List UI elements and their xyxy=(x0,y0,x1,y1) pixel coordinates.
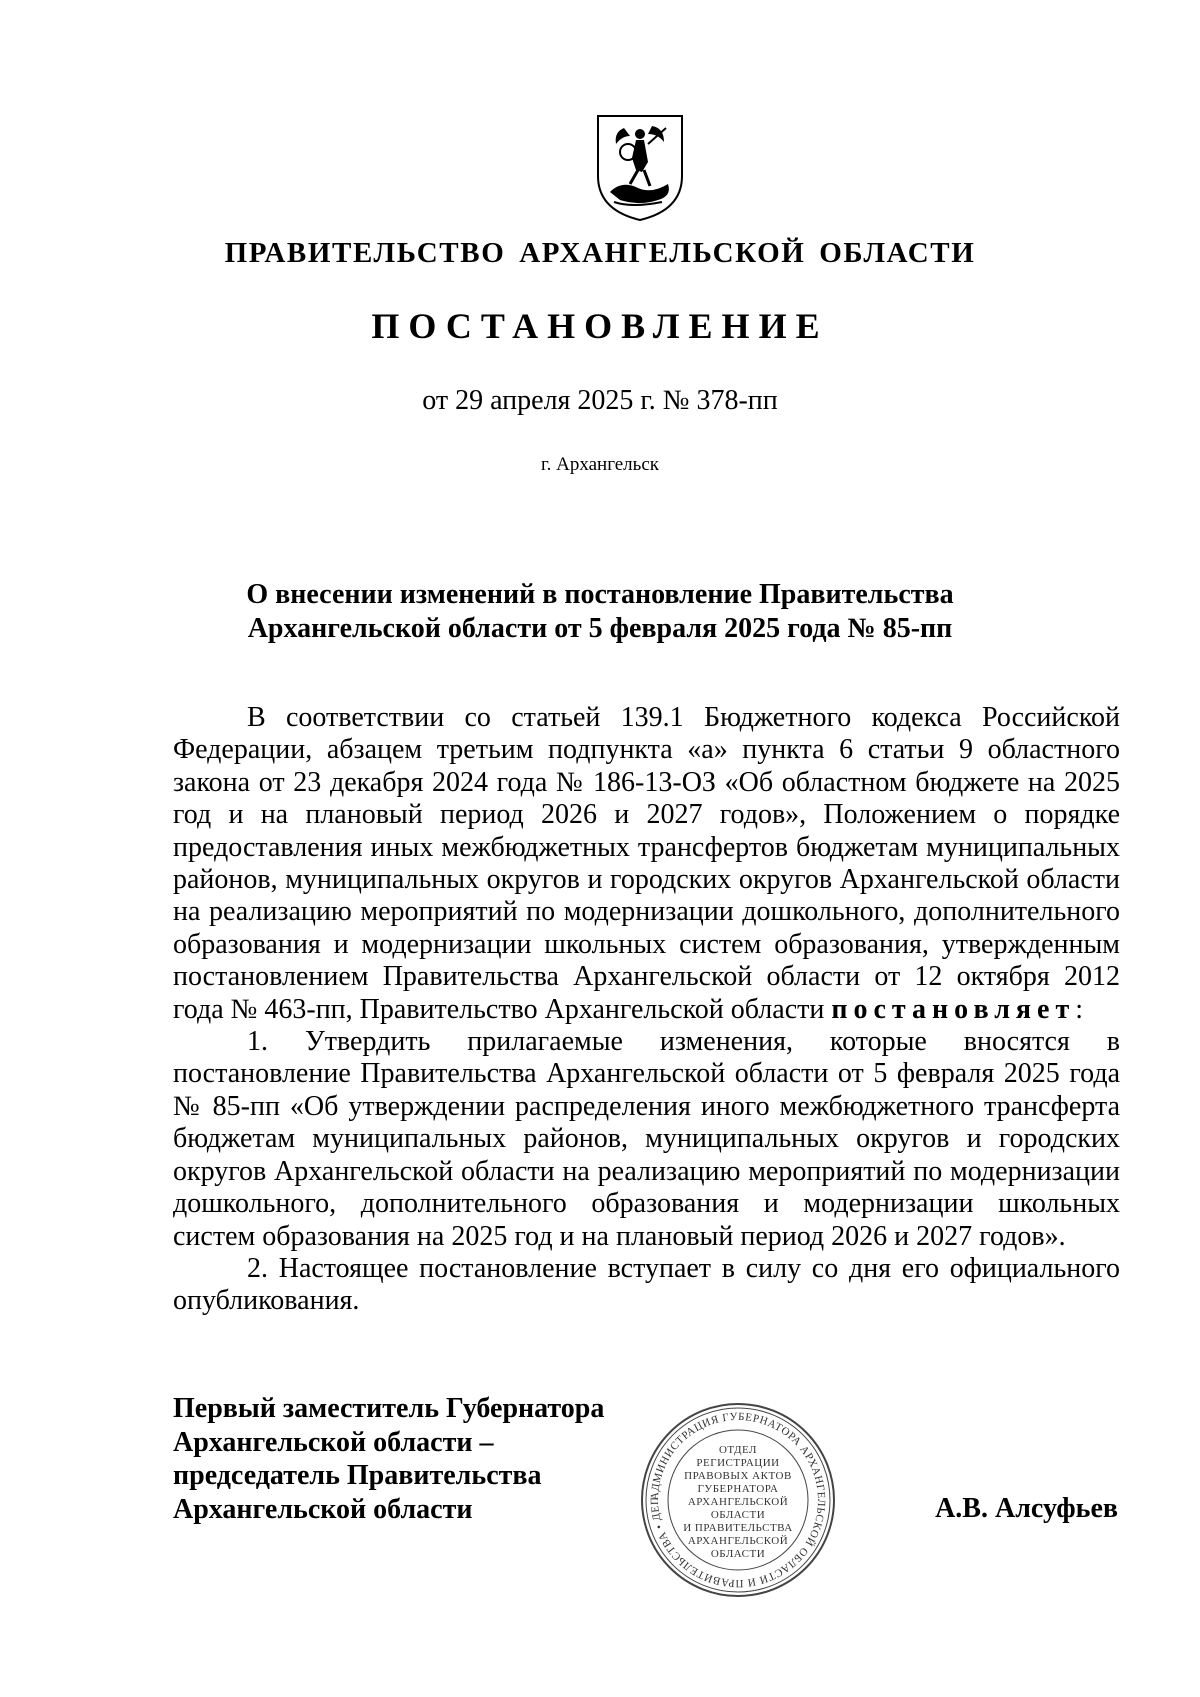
city: г. Архангельск xyxy=(540,454,659,475)
title-line-2: Архангельской области от 5 февраля 2025 года № 85-пп xyxy=(247,613,953,644)
document-title xyxy=(0,578,1200,646)
title-line-1: О внесении изменений в постановление Правительства xyxy=(246,579,954,610)
resolves-word: постановляет xyxy=(831,993,1076,1025)
government-name: ПРАВИТЕЛЬСТВО АРХАНГЕЛЬСКОЙ ОБЛАСТИ xyxy=(224,237,976,269)
signer-position-line-1: Первый заместитель Губернатора xyxy=(173,1393,605,1424)
item-2-paragraph: 2. Настоящее постановление вступает в силу со дня его официального опубликования. xyxy=(173,1252,1120,1317)
signer-position-line-3: председатель Правительства xyxy=(173,1460,542,1491)
stamp-line: РЕГИСТРАЦИИ xyxy=(696,1456,780,1469)
stamp-line: И ПРАВИТЕЛЬСТВА xyxy=(683,1521,793,1534)
signer-position-line-4: Архангельской области xyxy=(173,1493,473,1525)
stamp-line: ОБЛАСТИ xyxy=(710,1547,766,1560)
stamp-line: ОТДЕЛ xyxy=(718,1443,757,1456)
stamp-ring-text: АДМИНИСТРАЦИЯ ГУБЕРНАТОРА АРХАНГЕЛЬСКОЙ ОБЛАСТИ И ПРАВИТЕЛЬСТВА • ДЕП xyxy=(648,1410,828,1590)
item-1-paragraph: 1. Утвердить прилагаемые изменения, которые вносятся в постановление Правительства Архангельской области от 5 февраля 2025 года № 85-пп «Об утверждении распределения иного межбюджетного трансферта бюджетам муниципальных районов, муниципальных округов и городских округов Архангельской области на реализацию мероприятий по модернизации дошкольного, дополнительного образования и модернизации школьных систем образования на 2025 год и на плановый период 2026 и 2027 годов». xyxy=(173,1026,1120,1252)
signer-position-line-2: Архангельской области – xyxy=(173,1426,494,1458)
signer-name: А.В. Алсуфьев xyxy=(935,1493,1118,1524)
preamble-paragraph xyxy=(173,702,1120,1026)
stamp-line: ПРАВОВЫХ АКТОВ xyxy=(684,1469,792,1482)
stamp-line: ГУБЕРНАТОРА xyxy=(697,1482,779,1495)
stamp-line: АРХАНГЕЛЬСКОЙ xyxy=(687,1534,789,1547)
date-and-number: от 29 апреля 2025 г. № 378-пп xyxy=(422,385,778,416)
coat-of-arms-emblem xyxy=(592,110,688,224)
stamp-center-text xyxy=(638,1400,838,1600)
preamble-text: В соответствии со статьей 139.1 Бюджетного кодекса Российской Федерации, абзацем третьим подпункта «а» пункта 6 статьи 9 областного закона от 23 декабря 2024 года № 186-13-ОЗ «Об областном бюджете на 2025 год и на плановый период 2026 и 2027 годов», Положением о порядке предоставления иных межбюджетных трансфертов бюджетам муниципальных районов, муниципальных округов и городских округов Архангельской области на реализацию мероприятий по модернизации дошкольного, дополнительного образования и модернизации школьных систем образования, утвержденным постановлением Правительства Архангельской области от 12 октября 2012 года № 463-пп, Правительство Архангельской области xyxy=(173,702,1120,1025)
document-type: ПОСТАНОВЛЕНИЕ xyxy=(371,306,829,346)
stamp-line: ОБЛАСТИ xyxy=(710,1508,766,1521)
resolves-colon: : xyxy=(1075,993,1084,1025)
document-body xyxy=(173,702,1120,1318)
stamp-line: АРХАНГЕЛЬСКОЙ xyxy=(687,1495,789,1508)
signer-position xyxy=(173,1392,604,1526)
registration-stamp xyxy=(638,1400,838,1600)
